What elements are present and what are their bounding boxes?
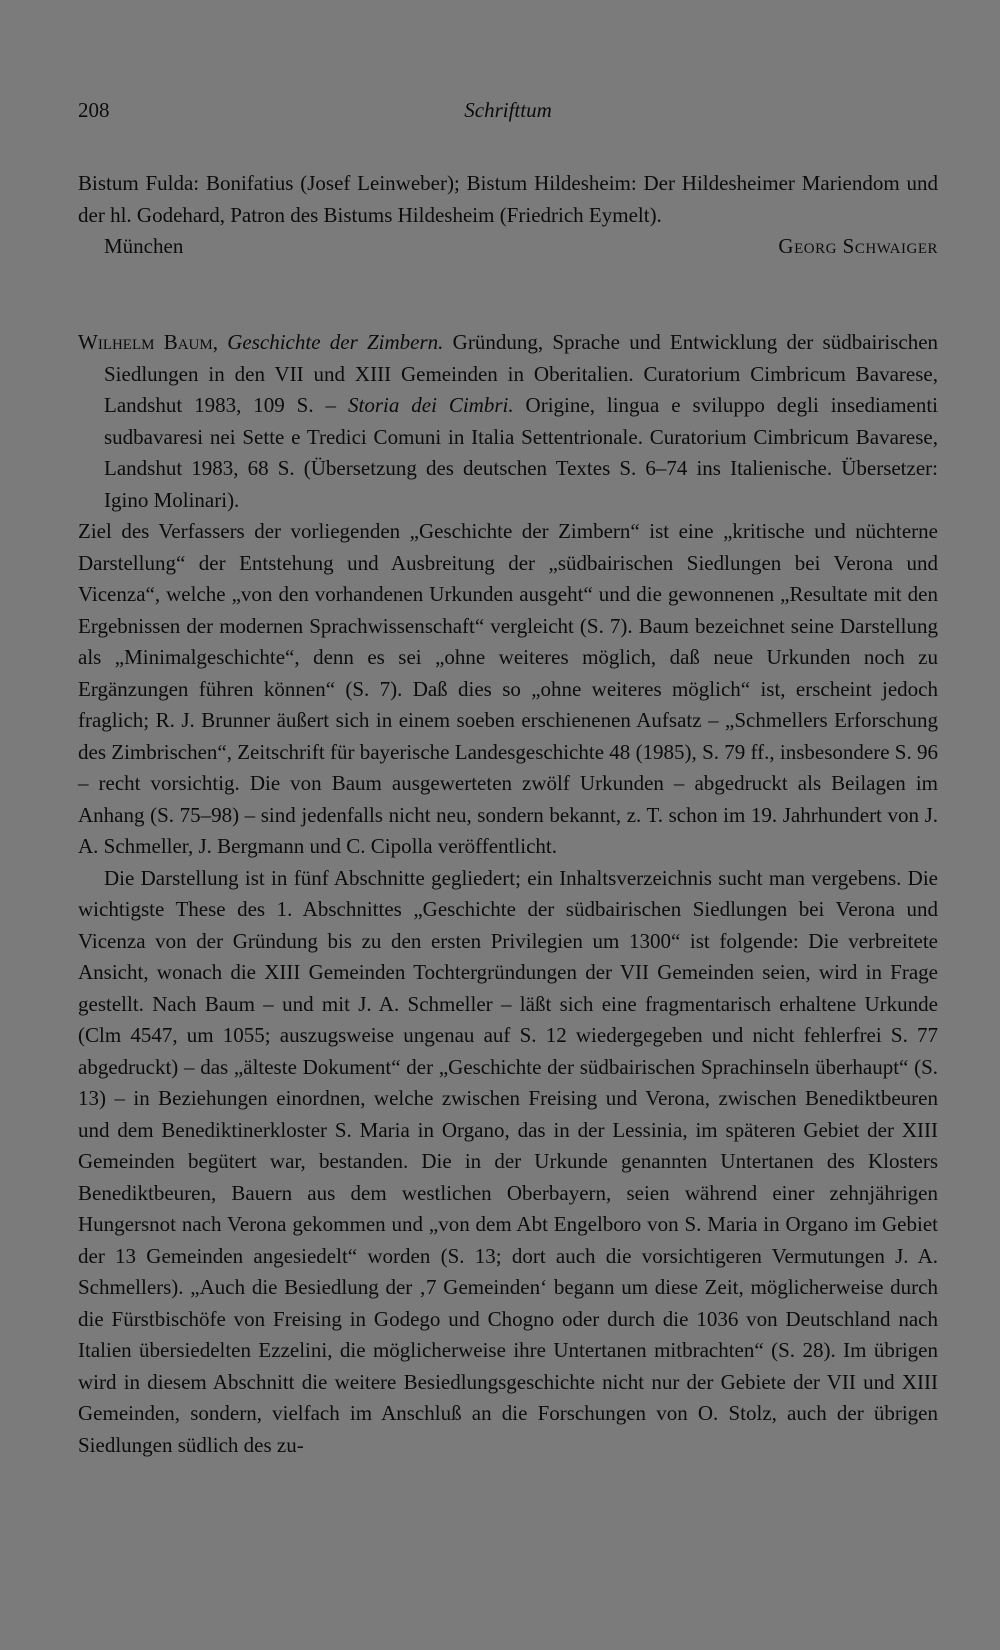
previous-review-end — [78, 168, 938, 263]
book-citation-details: Gründung, Sprache und Entwicklung der südbairischen Siedlungen in den VII und XIII Gemeinden in Oberitalien. Curatorium Cimbricum Bavarese, Landshut 1983, 109 S. – — [104, 330, 939, 417]
review-citation — [78, 327, 938, 516]
translation-title: Storia dei Cimbri. — [347, 393, 514, 417]
book-review — [78, 327, 938, 1461]
translation-citation-details: Origine, lingua e sviluppo degli insediamenti sudbavaresi nei Sette e Tredici Comuni in Italia Settentrionale. Curatorium Cimbricum Bavarese, Landshut 1983, 68 S. (Übersetzung des deutschen Textes S. 6–74 ins Italienische. Übersetzer: Igino Molinari). — [104, 393, 939, 512]
book-title: Geschichte der Zimbern. — [227, 330, 444, 354]
reviewer-name: Georg Schwaiger — [778, 234, 938, 258]
running-title: Schrifttum — [464, 98, 552, 122]
book-author: Wilhelm Baum, — [78, 330, 218, 354]
reviewer-city: München — [104, 234, 184, 258]
review-paragraph-1: Ziel des Verfassers der vorliegenden „Geschichte der Zimbern“ ist eine „kritische und nüchterne Darstellung“ der Entstehung und Ausbreitung der „südbairischen Siedlungen bei Verona und Vicenza“, welche „von den vorhandenen Urkunden ausgeht“ und die gewonnenen „Resultate mit den Ergebnissen der modernen Sprachwissenschaft“ vergleicht (S. 7). Baum bezeichnet seine Darstellung als „Minimalgeschichte“, denn es sei „ohne weiteres möglich, daß neue Urkunden noch zu Ergänzungen führen können“ (S. 7). Daß dies so „ohne weiteres möglich“ ist, erscheint jedoch fraglich; R. J. Brunner äußert sich in einem soeben erschienenen Aufsatz – „Schmellers Erforschung des Zimbrischen“, Zeitschrift für bayerische Landesgeschichte 48 (1985), S. 79 ff., insbesondere S. 96 – recht vorsichtig. Die von Baum ausgewerteten zwölf Urkunden – abgedruckt als Beilagen im Anhang (S. 75–98) – sind jedenfalls nicht neu, sondern bekannt, z. T. schon im 19. Jahrhundert von J. A. Schmeller, J. Bergmann und C. Cipolla veröffentlicht. — [78, 519, 938, 858]
page-number: 208 — [78, 98, 110, 122]
page-header — [78, 98, 938, 130]
previous-review-text: Bistum Fulda: Bonifatius (Josef Leinweber); Bistum Hildesheim: Der Hildesheimer Mariendom und der hl. Godehard, Patron des Bistums Hildesheim (Friedrich Eymelt). — [78, 171, 938, 227]
review-paragraph-2: Die Darstellung ist in fünf Abschnitte gegliedert; ein Inhaltsverzeichnis sucht man vergebens. Die wichtigste These des 1. Abschnittes „Geschichte der südbairischen Siedlungen bei Verona und Vicenza von der Gründung bis zu den ersten Privilegien um 1300“ ist folgende: Die verbreitete Ansicht, wonach die XIII Gemeinden Tochtergründungen der VII Gemeinden seien, wird in Frage gestellt. Nach Baum – und mit J. A. Schmeller – läßt sich eine fragmentarisch erhaltene Urkunde (Clm 4547, um 1055; auszugsweise ungenau auf S. 12 wiedergegeben und nicht fehlerfrei S. 77 abgedruckt) – das „älteste Dokument“ der „Geschichte der südbairischen Sprachinseln überhaupt“ (S. 13) – in Beziehungen einordnen, welche zwischen Freising und Verona, zwischen Benediktbeuren und dem Benediktinerkloster S. Maria in Organo, das in der Lessinia, im späteren Gebiet der XIII Gemeinden begütert war, bestanden. Die in der Urkunde genannten Untertanen des Klosters Benediktbeuren, Bauern aus dem westlichen Oberbayern, seien während einer zehnjährigen Hungersnot nach Verona gekommen und „von dem Abt Engelboro von S. Maria in Organo im Gebiet der 13 Gemeinden angesiedelt“ worden (S. 13; dort auch die vorsichtigeren Vermutungen J. A. Schmellers). „Auch die Besiedlung der ‚7 Gemeinden‘ begann um diese Zeit, möglicherweise durch die Fürstbischöfe von Freising in Godego und Chogno oder durch die 1036 von Deutschland nach Italien übersiedelten Ezzelini, die möglicherweise ihre Untertanen mitbrachten“ (S. 28). Im übrigen wird in diesem Abschnitt die weitere Besiedlungsgeschichte nicht nur der Gebiete der VII und XIII Gemeinden, sondern, vielfach im Anschluß an die Forschungen von O. Stolz, auch der übrigen Siedlungen südlich des zu- — [78, 865, 938, 1457]
reviewer-signature — [78, 231, 938, 263]
